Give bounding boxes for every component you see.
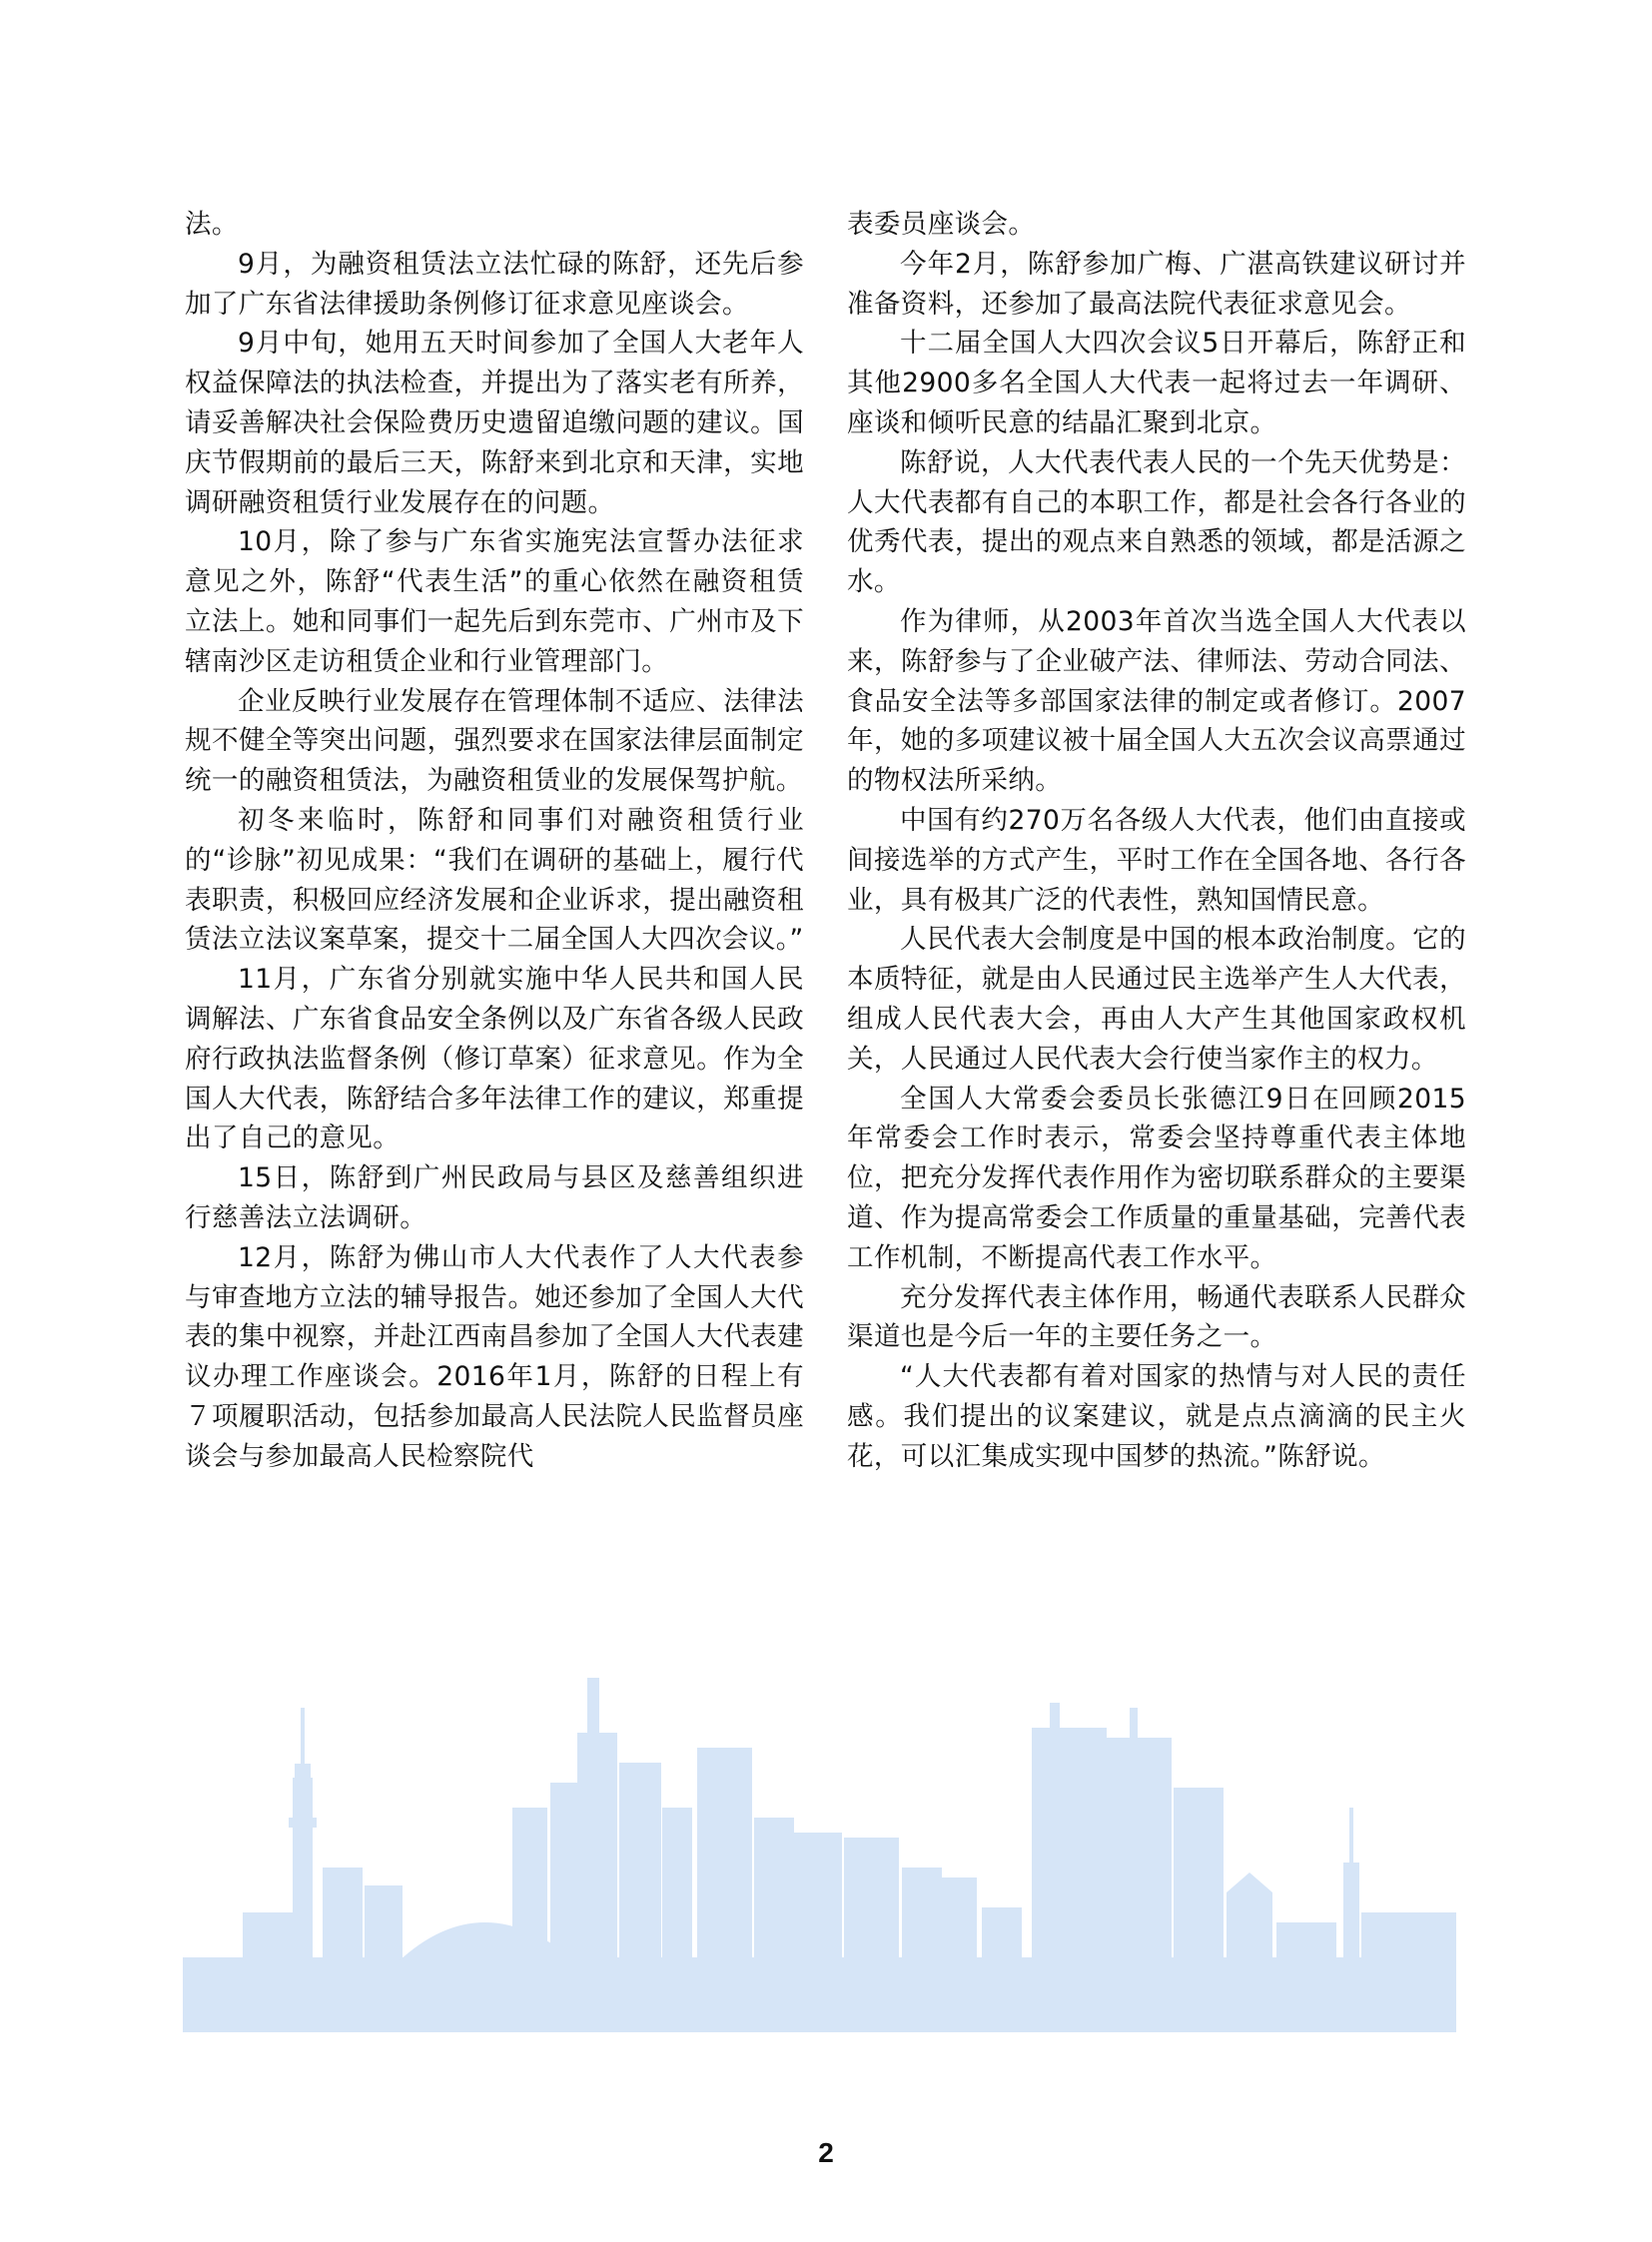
- paragraph: 12月，陈舒为佛山市人大代表作了人大代表参与审查地方立法的辅导报告。她还参加了全国人大代表的集中视察，并赴江西南昌参加了全国人大代表建议办理工作座谈会。2016年1月，陈舒的日程上有７项履职活动，包括参加最高人民法院人民监督员座谈会与参加最高人民检察院代: [185, 1241, 804, 1472]
- paragraph: 陈舒说，人大代表代表人民的一个先天优势是：人大代表都有自己的本职工作，都是社会各行各业的优秀代表，提出的观点来自熟悉的领域，都是活源之水。: [847, 446, 1466, 598]
- paragraph: 十二届全国人大四次会议5日开幕后，陈舒正和其他2900多名全国人大代表一起将过去一年调研、座谈和倾听民意的结晶汇聚到北京。: [847, 328, 1466, 438]
- paragraph: 10月，除了参与广东省实施宪法宣誓办法征求意见之外，陈舒“代表生活”的重心依然在融资租赁立法上。她和同事们一起先后到东莞市、广州市及下辖南沙区走访租赁企业和行业管理部门。: [185, 526, 804, 677]
- city-skyline-illustration: [183, 1668, 1456, 2032]
- right-text-column: [847, 205, 1466, 1477]
- paragraph: 15日，陈舒到广州民政局与县区及慈善组织进行慈善法立法调研。: [185, 1162, 804, 1233]
- left-text-column: [185, 205, 804, 1477]
- paragraph: 法。: [185, 209, 239, 240]
- paragraph: 表委员座谈会。: [847, 209, 1036, 240]
- paragraph: 作为律师，从2003年首次当选全国人大代表以来，陈舒参与了企业破产法、律师法、劳动合同法、食品安全法等多部国家法律的制定或者修订。2007年，她的多项建议被十届全国人大五次会议高票通过的物权法所采纳。: [847, 605, 1466, 797]
- paragraph: “人大代表都有着对国家的热情与对人民的责任感。我们提出的议案建议，就是点点滴滴的民主火花，可以汇集成实现中国梦的热流。”陈舒说。: [847, 1361, 1466, 1472]
- paragraph: 充分发挥代表主体作用，畅通代表联系人民群众渠道也是今后一年的主要任务之一。: [847, 1281, 1466, 1353]
- paragraph: 企业反映行业发展存在管理体制不适应、法律法规不健全等突出问题，强烈要求在国家法律层面制定统一的融资租赁法，为融资租赁业的发展保驾护航。: [185, 685, 804, 797]
- paragraph: 全国人大常委会委员长张德江9日在回顾2015年常委会工作时表示，常委会坚持尊重代表主体地位，把充分发挥代表作用作为密切联系群众的主要渠道、作为提高常委会工作质量的重量基础，完善代表工作机制，不断提高代表工作水平。: [847, 1083, 1466, 1273]
- paragraph: 11月，广东省分别就实施中华人民共和国人民调解法、广东省食品安全条例以及广东省各级人民政府行政执法监督条例（修订草案）征求意见。作为全国人大代表，陈舒结合多年法律工作的建议，郑重提出了自己的意见。: [185, 964, 804, 1154]
- paragraph: 9月，为融资租赁法立法忙碌的陈舒，还先后参加了广东省法律援助条例修订征求意见座谈会。: [185, 248, 804, 320]
- paragraph: 今年2月，陈舒参加广梅、广湛高铁建议研讨并准备资料，还参加了最高法院代表征求意见会。: [847, 248, 1466, 320]
- page-number: 2: [818, 2137, 834, 2168]
- paragraph: 中国有约270万名各级人大代表，他们由直接或间接选举的方式产生，平时工作在全国各地、各行各业，具有极其广泛的代表性，熟知国情民意。: [847, 804, 1466, 916]
- paragraph: 初冬来临时，陈舒和同事们对融资租赁行业的“诊脉”初见成果：“我们在调研的基础上，履行代表职责，积极回应经济发展和企业诉求，提出融资租赁法立法议案草案，提交十二届全国人大四次会议。”: [185, 804, 804, 956]
- paragraph: 人民代表大会制度是中国的根本政治制度。它的本质特征，就是由人民通过民主选举产生人大代表，组成人民代表大会，再由人大产生其他国家政权机关，人民通过人民代表大会行使当家作主的权力。: [847, 924, 1466, 1075]
- paragraph: 9月中旬，她用五天时间参加了全国人大老年人权益保障法的执法检查，并提出为了落实老有所养，请妥善解决社会保险费历史遗留追缴问题的建议。国庆节假期前的最后三天，陈舒来到北京和天津，实地调研融资租赁行业发展存在的问题。: [185, 328, 804, 518]
